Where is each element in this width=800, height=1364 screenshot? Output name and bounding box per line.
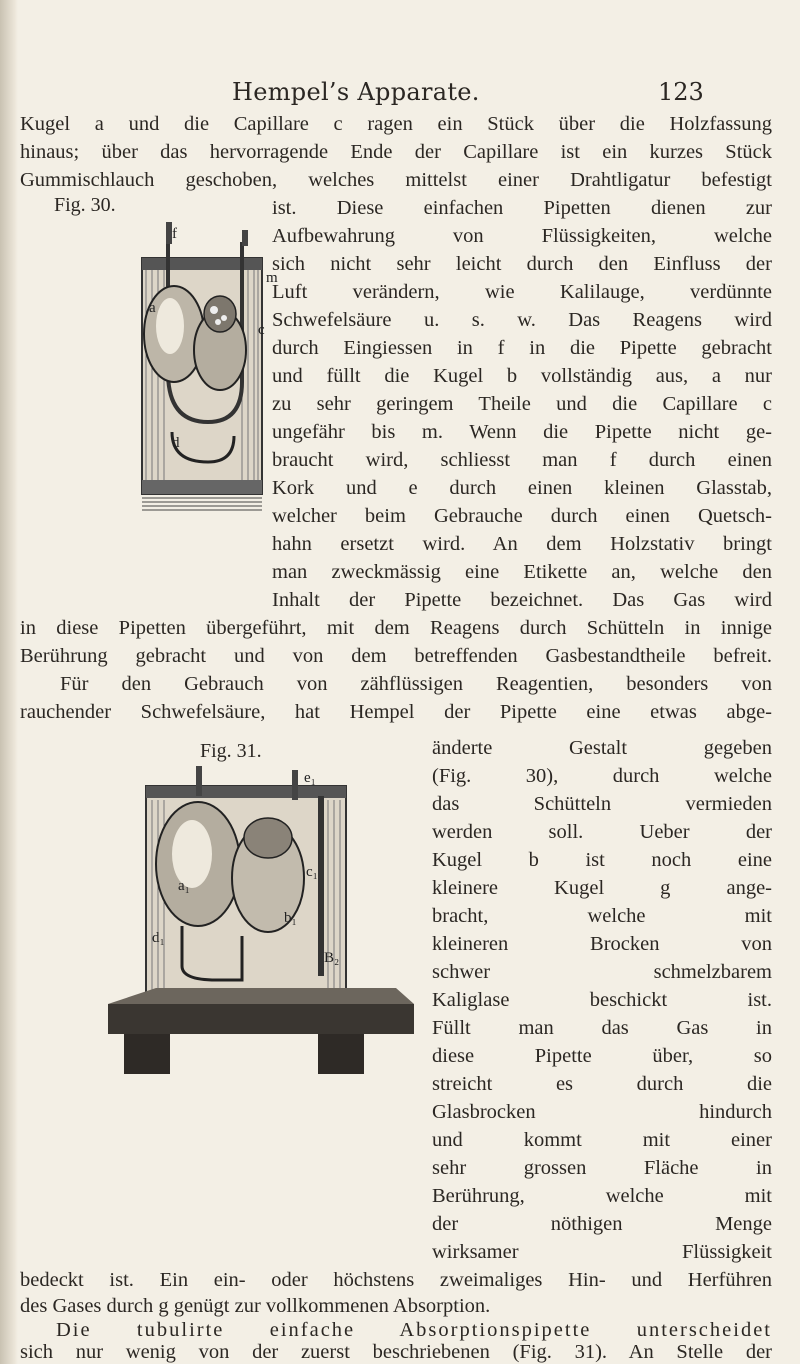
text-line: Kugel a und die Capillare c ragen ein Stück über die Holzfassung: [20, 113, 772, 135]
text-line: Kaliglase beschickt ist.: [432, 989, 772, 1011]
text-line: ungefähr bis m. Wenn die Pipette nicht ge-: [272, 421, 772, 443]
label-c: c: [258, 322, 265, 338]
figure-30-pipette-illustration: [112, 222, 278, 544]
text-line: Berührung, welche mit: [432, 1185, 772, 1207]
text-line: Für den Gebrauch von zähflüssigen Reagentien, besonders von: [60, 673, 772, 695]
text-line: durch Eingiessen in f in die Pipette gebracht: [272, 337, 772, 359]
text-line: wirksamer Flüssigkeit: [432, 1241, 772, 1263]
page-number: 123: [658, 78, 704, 106]
text-line: Kugel b ist noch eine: [432, 849, 772, 871]
text-line: man zweckmässig eine Etikette an, welche den: [272, 561, 772, 583]
label-d: d: [172, 435, 180, 451]
text-line: und füllt die Kugel b vollständig aus, a nur: [272, 365, 772, 387]
text-line: das Schütteln vermieden: [432, 793, 772, 815]
text-line: sich nur wenig von der zuerst beschriebenen (Fig. 31). An Stelle der: [20, 1341, 772, 1363]
label-b2: B₂: [324, 950, 340, 966]
text-line: Glasbrocken hindurch: [432, 1101, 772, 1123]
page-header: [0, 78, 800, 108]
bottom-bar: [142, 480, 262, 494]
text-line: des Gases durch g genügt zur vollkommenen Absorption.: [20, 1295, 491, 1317]
text-line: in diese Pipetten übergeführt, mit dem Reagens durch Schütteln in innige: [20, 617, 772, 639]
text-line: welcher beim Gebrauche durch einen Quetsch-: [272, 505, 772, 527]
figure-30-caption: Fig. 30.: [54, 194, 116, 216]
text-line: werden soll. Ueber der: [432, 821, 772, 843]
label-d1: d₁: [152, 930, 165, 946]
text-line: streicht es durch die: [432, 1073, 772, 1095]
text-line: änderte Gestalt gegeben: [432, 737, 772, 759]
text-line: kleinere Kugel g ange-: [432, 877, 772, 899]
label-e1: e₁: [304, 770, 316, 786]
text-line: Kork und e durch einen kleinen Glasstab,: [272, 477, 772, 499]
text-line: hinaus; über das hervorragende Ende der Capillare ist ein kurzes Stück: [20, 141, 772, 163]
text-line: Die tubulirte einfache Absorptionspipette unterscheidet: [56, 1319, 772, 1341]
bulb-g: [204, 296, 236, 332]
table-leg-right: [318, 1034, 364, 1074]
text-line: Füllt man das Gas in: [432, 1017, 772, 1039]
bulb-a-highlight: [156, 298, 184, 354]
capillary-c1: [318, 796, 324, 976]
text-line: Aufbewahrung von Flüssigkeiten, welche: [272, 225, 772, 247]
text-line: ist. Diese einfachen Pipetten dienen zur: [272, 197, 772, 219]
label-a: a: [149, 300, 156, 316]
text-line: Luft verändern, wie Kalilauge, verdünnte: [272, 281, 772, 303]
text-line: sehr grossen Fläche in: [432, 1157, 772, 1179]
text-line: diese Pipette über, so: [432, 1045, 772, 1067]
top-bar: [146, 786, 346, 798]
text-line: und kommt mit einer: [432, 1129, 772, 1151]
text-line: Gummischlauch geschoben, welches mittelst einer Drahtligatur befestigt: [20, 169, 772, 191]
label-b1: b₁: [284, 910, 297, 926]
running-title: Hempel’s Apparate.: [232, 78, 480, 106]
figure-31-pipette-illustration: [96, 766, 426, 1076]
label-m: m: [266, 270, 278, 286]
text-line: der nöthigen Menge: [432, 1213, 772, 1235]
text-line: sich nicht sehr leicht durch den Einfluss der: [272, 253, 772, 275]
table-top: [108, 1004, 414, 1034]
figure-31-caption: Fig. 31.: [200, 740, 262, 762]
text-line: rauchender Schwefelsäure, hat Hempel der Pipette eine etwas abge-: [20, 701, 772, 723]
text-line: (Fig. 30), durch welche: [432, 765, 772, 787]
text-line: braucht wird, schliesst man f durch einen: [272, 449, 772, 471]
text-line: schwer schmelzbarem: [432, 961, 772, 983]
label-f: f: [172, 226, 177, 242]
text-line: kleineren Brocken von: [432, 933, 772, 955]
text-line: hahn ersetzt wird. An dem Holzstativ bringt: [272, 533, 772, 555]
label-c1: c₁: [306, 864, 318, 880]
text-line: bracht, welche mit: [432, 905, 772, 927]
text-line: bedeckt ist. Ein ein- oder höchstens zweimaliges Hin- und Herführen: [20, 1269, 772, 1291]
book-gutter: [0, 0, 18, 1364]
text-line: Berührung gebracht und von dem betreffenden Gasbestandtheile befreit.: [20, 645, 772, 667]
text-line: zu sehr geringem Theile und die Capillare c: [272, 393, 772, 415]
text-line: Inhalt der Pipette bezeichnet. Das Gas wird: [272, 589, 772, 611]
label-a1: a₁: [178, 878, 190, 894]
text-line: Schwefelsäure u. s. w. Das Reagens wird: [272, 309, 772, 331]
table-leg-left: [124, 1034, 170, 1074]
